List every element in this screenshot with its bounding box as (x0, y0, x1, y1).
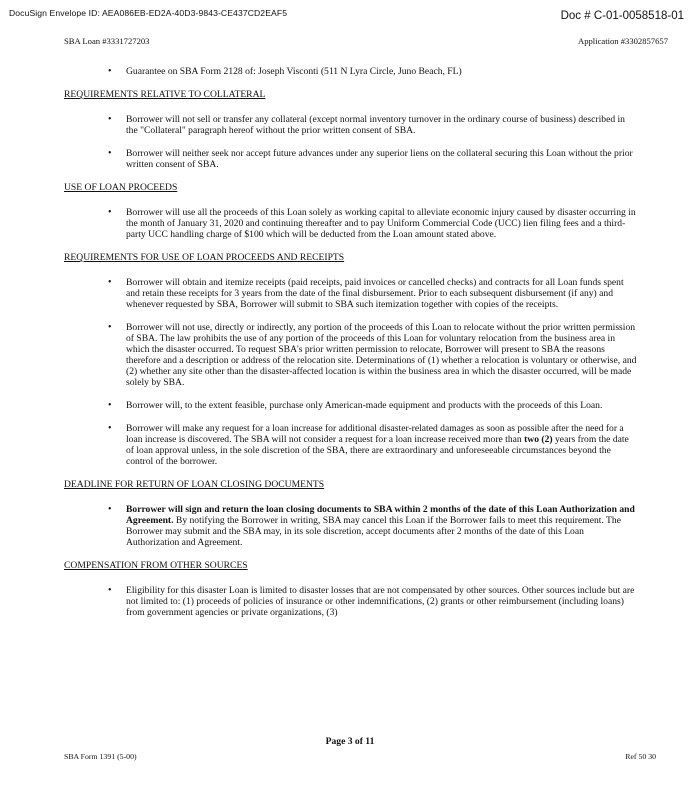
deadline-item (64, 504, 639, 548)
docusign-envelope-id: DocuSign Envelope ID: AEA086EB-ED2A-40D3-9843-CE437CD2EAF5 (9, 8, 288, 18)
receipts-heading: REQUIREMENTS FOR USE OF LOAN PROCEEDS AND RECEIPTS (64, 252, 345, 263)
document-body (64, 66, 639, 630)
compensation-heading: COMPENSATION FROM OTHER SOURCES (64, 560, 248, 571)
use-of-proceeds-heading: USE OF LOAN PROCEEDS (64, 182, 178, 193)
receipts-item-2: • Borrower will not use, directly or indirectly, any portion of the proceeds of this Loan to relocate without the prior written permission of SBA. The law prohibits the use of any portion of the proceeds of this Loan for voluntary relocation from the business area in which the disaster occurred. To request SBA's prior written permission to relocate, Borrower will present to SBA the reasons therefore and a description or address of the relocation site. Determinations of (1) whether a relocation is voluntary or otherwise, and (2) whether any site other than the disaster-affected location is within the business area in which the disaster occurred, will be made solely by SBA. (64, 322, 639, 388)
reference-number: Ref 50 30 (625, 752, 656, 761)
guarantee-item: • Guarantee on SBA Form 2128 of: Joseph Visconti (511 N Lyra Circle, Juno Beach, FL) (64, 66, 639, 77)
receipts-item-4-end: years from the date of loan approval unless, in the sole discretion of the SBA, there are extraordinary and unforeseeable circumstances beyond the control of the borrower. (126, 434, 629, 467)
application-number: Application #3302857657 (578, 36, 668, 46)
deadline-item-bold: Borrower will sign and return the loan closing documents to SBA within 2 months of the date of this Loan Authorization and Agreement. (126, 504, 635, 526)
deadline-item-text: By notifying the Borrower in writing, SBA may cancel this Loan if the Borrower fails to meet this requirement. The Borrower may submit and the SBA may, in its sole discretion, accept documents after 2 months of the date of this Loan Authorization and Agreement. (126, 515, 621, 548)
receipts-item-4 (64, 423, 639, 467)
document-number: Doc # C-01-0058518-01 (560, 10, 684, 22)
collateral-item-1: • Borrower will not sell or transfer any collateral (except normal inventory turnover in the ordinary course of business) described in the "Collateral" paragraph hereof without the prior written consent of SBA. (64, 114, 639, 136)
loan-number: SBA Loan #3331727203 (64, 36, 150, 46)
receipts-item-3: • Borrower will, to the extent feasible, purchase only American-made equipment and products with the proceeds of this Loan. (64, 400, 639, 411)
collateral-heading: REQUIREMENTS RELATIVE TO COLLATERAL (64, 89, 266, 100)
receipts-item-4-text: Borrower will make any request for a loan increase for additional disaster-related damages as soon as possible after the need for a loan increase is discovered. The SBA will not consider a request for a loan increase received more than (126, 423, 624, 445)
receipts-item-4-bold: two (2) (524, 434, 553, 445)
receipts-item-1: • Borrower will obtain and itemize receipts (paid receipts, paid invoices or cancelled checks) and contracts for all Loan funds spent and retain these receipts for 3 years from the date of the final disbursement. Prior to each subsequent disbursement (if any) and whenever requested by SBA, Borrower will submit to SBA such itemization together with copies of the receipts. (64, 277, 639, 310)
page-number: Page 3 of 11 (325, 736, 375, 747)
use-of-proceeds-item: • Borrower will use all the proceeds of this Loan solely as working capital to alleviate economic injury caused by disaster occurring in the month of January 31, 2020 and continuing thereafter and to pay Uniform Commercial Code (UCC) lien filing fees and a third-party UCC handling charge of $100 which will be deducted from the Loan amount stated above. (64, 207, 639, 240)
collateral-item-2: • Borrower will neither seek nor accept future advances under any superior liens on the collateral securing this Loan without the prior written consent of SBA. (64, 148, 639, 170)
compensation-item: • Eligibility for this disaster Loan is limited to disaster losses that are not compensated by other sources. Other sources include but are not limited to: (1) proceeds of policies of insurance or other indemnifications, (2) grants or other reimbursement (including loans) from government agencies or private organizations, (3) (64, 585, 639, 618)
form-number: SBA Form 1391 (5-00) (64, 752, 137, 761)
deadline-heading: DEADLINE FOR RETURN OF LOAN CLOSING DOCUMENTS (64, 479, 325, 490)
